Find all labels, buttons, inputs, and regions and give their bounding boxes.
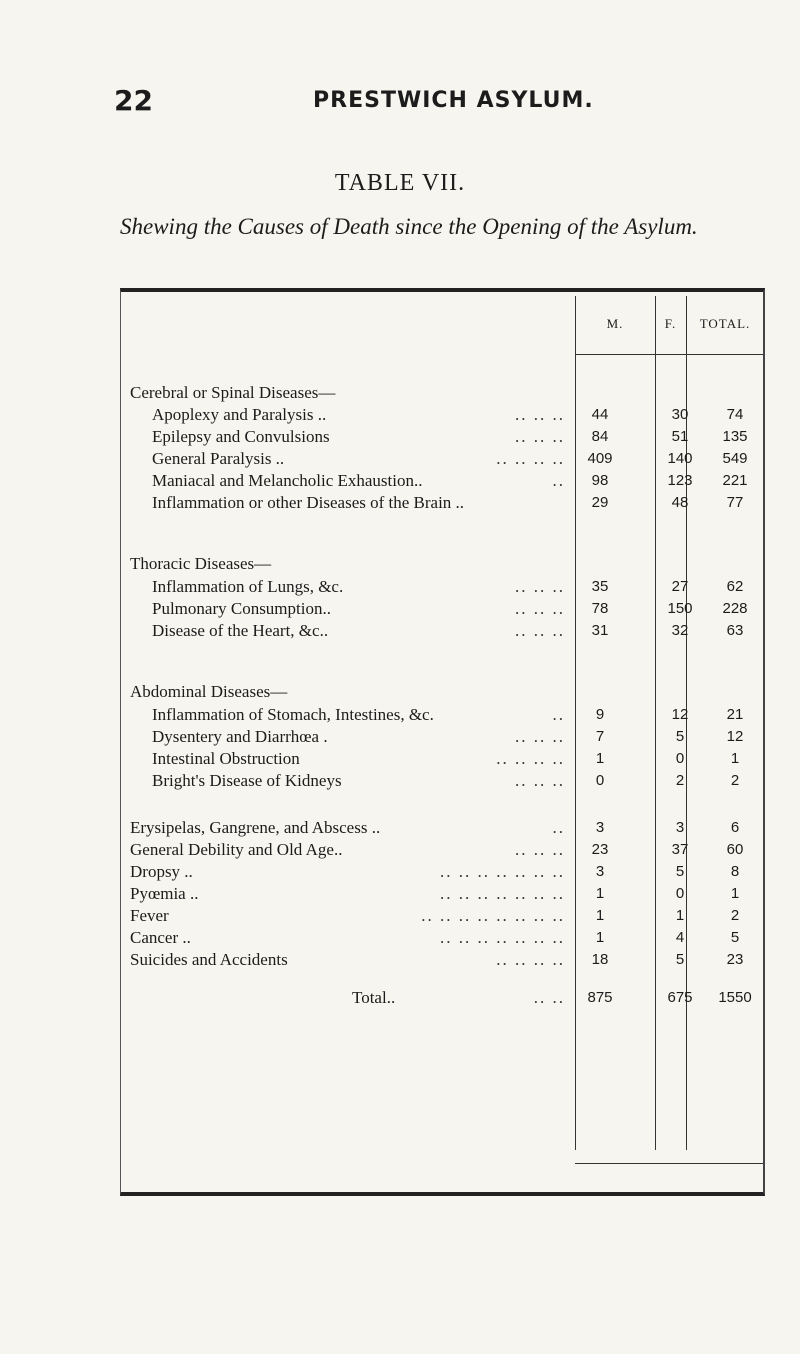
value-male: 78 xyxy=(591,600,609,617)
value-female: 12 xyxy=(671,706,689,723)
row-label: Pulmonary Consumption.. xyxy=(152,599,331,618)
value-total: 74 xyxy=(726,406,744,423)
column-header-total: TOTAL. xyxy=(699,316,751,331)
row-label: Inflammation or other Diseases of the Brain .. xyxy=(152,493,465,512)
leader-dots: .. .. .. xyxy=(515,621,565,640)
section-heading: Abdominal Diseases— xyxy=(130,682,288,701)
table-row xyxy=(130,576,760,598)
value-male: 1 xyxy=(595,929,605,946)
total-male: 875 xyxy=(587,989,613,1006)
value-male: 44 xyxy=(591,406,609,423)
value-male: 29 xyxy=(591,494,609,511)
table-row xyxy=(130,620,760,642)
value-male: 1 xyxy=(595,885,605,902)
value-total: 8 xyxy=(730,863,740,880)
leader-dots: .. .. .. .. .. .. .. .. xyxy=(421,906,565,925)
value-male: 7 xyxy=(595,728,605,745)
table-row xyxy=(130,470,760,492)
total-row xyxy=(130,987,760,1009)
table-row xyxy=(130,748,760,770)
table-row xyxy=(130,770,760,792)
value-total: 62 xyxy=(726,578,744,595)
value-total: 6 xyxy=(730,819,740,836)
value-male: 409 xyxy=(587,450,613,467)
table-row xyxy=(130,839,760,861)
row-label: Erysipelas, Gangrene, and Abscess .. xyxy=(130,818,381,837)
value-female: 0 xyxy=(675,885,685,902)
value-female: 48 xyxy=(671,494,689,511)
row-label: Dysentery and Diarrhœa . xyxy=(152,727,328,746)
running-title: PRESTWICH ASYLUM. xyxy=(313,88,594,113)
row-label: Epilepsy and Convulsions xyxy=(152,427,330,446)
value-total: 1 xyxy=(730,885,740,902)
row-label: Disease of the Heart, &c.. xyxy=(152,621,329,640)
value-total: 63 xyxy=(726,622,744,639)
value-female: 30 xyxy=(671,406,689,423)
value-male: 35 xyxy=(591,578,609,595)
value-total: 5 xyxy=(730,929,740,946)
row-label: Fever xyxy=(130,906,169,925)
value-total: 60 xyxy=(726,841,744,858)
table-row xyxy=(130,598,760,620)
leader-dots: .. .. .. xyxy=(515,771,565,790)
table-row xyxy=(130,426,760,448)
row-label: Cancer .. xyxy=(130,928,191,947)
row-label: General Paralysis .. xyxy=(152,449,285,468)
value-female: 123 xyxy=(667,472,693,489)
value-male: 1 xyxy=(595,750,605,767)
leader-dots: .. .. .. .. .. .. .. xyxy=(440,928,565,947)
total-all: 1550 xyxy=(718,989,752,1006)
value-female: 32 xyxy=(671,622,689,639)
value-female: 3 xyxy=(675,819,685,836)
leader-dots: .. .. .. .. .. .. .. xyxy=(440,862,565,881)
value-female: 140 xyxy=(667,450,693,467)
row-label: Apoplexy and Paralysis .. xyxy=(152,405,327,424)
leader-dots: .. .. .. .. xyxy=(496,950,565,969)
table-row xyxy=(130,905,760,927)
column-header-female: F. xyxy=(664,316,677,331)
value-female: 150 xyxy=(667,600,693,617)
leader-dots: .. .. .. .. .. .. .. xyxy=(440,884,565,903)
value-male: 31 xyxy=(591,622,609,639)
value-female: 5 xyxy=(675,951,685,968)
table-subtitle: Shewing the Causes of Death since the Opening of the Asylum. xyxy=(120,214,698,239)
leader-dots: .. .. .. .. xyxy=(496,749,565,768)
value-male: 1 xyxy=(595,907,605,924)
value-female: 37 xyxy=(671,841,689,858)
leader-dots: .. .. .. xyxy=(515,577,565,596)
table-row xyxy=(130,448,760,470)
value-male: 23 xyxy=(591,841,609,858)
value-total: 221 xyxy=(722,472,748,489)
value-total: 1 xyxy=(730,750,740,767)
value-male: 98 xyxy=(591,472,609,489)
table-row xyxy=(130,704,760,726)
value-male: 18 xyxy=(591,951,609,968)
value-total: 2 xyxy=(730,772,740,789)
row-label: Dropsy .. xyxy=(130,862,193,881)
table-row xyxy=(130,927,760,949)
leader-dots: .. .. .. xyxy=(515,727,565,746)
leader-dots: .. xyxy=(552,705,565,724)
value-female: 51 xyxy=(671,428,689,445)
value-female: 5 xyxy=(675,728,685,745)
row-label: Inflammation of Stomach, Intestines, &c. xyxy=(152,705,434,724)
value-total: 12 xyxy=(726,728,744,745)
leader-dots: .. xyxy=(552,818,565,837)
table-row xyxy=(130,861,760,883)
value-male: 0 xyxy=(595,772,605,789)
section-heading: Cerebral or Spinal Diseases— xyxy=(130,383,336,402)
section-heading: Thoracic Diseases— xyxy=(130,554,272,573)
value-male: 84 xyxy=(591,428,609,445)
leader-dots: .. .. .. xyxy=(515,840,565,859)
value-female: 1 xyxy=(675,907,685,924)
value-female: 27 xyxy=(671,578,689,595)
leader-dots: .. .. .. xyxy=(515,405,565,424)
value-female: 4 xyxy=(675,929,685,946)
value-female: 2 xyxy=(675,772,685,789)
table-row xyxy=(130,726,760,748)
value-total: 549 xyxy=(722,450,748,467)
value-male: 3 xyxy=(595,863,605,880)
leader-dots: .. .. .. .. xyxy=(496,449,565,468)
row-label: Maniacal and Melancholic Exhaustion.. xyxy=(152,471,423,490)
value-total: 2 xyxy=(730,907,740,924)
value-male: 3 xyxy=(595,819,605,836)
row-label: Bright's Disease of Kidneys xyxy=(152,771,342,790)
value-female: 0 xyxy=(675,750,685,767)
total-label: Total.. xyxy=(352,988,396,1007)
value-male: 9 xyxy=(595,706,605,723)
value-total: 228 xyxy=(722,600,748,617)
table-title: TABLE VII. xyxy=(334,170,466,196)
page-number: 22 xyxy=(114,84,153,117)
row-label: Inflammation of Lungs, &c. xyxy=(152,577,344,596)
row-label: Pyœmia .. xyxy=(130,884,199,903)
leader-dots: .. .. .. xyxy=(515,427,565,446)
table-row xyxy=(130,883,760,905)
table-row xyxy=(130,492,760,514)
leader-dots: .. xyxy=(552,471,565,490)
leader-dots: .. .. .. xyxy=(515,599,565,618)
value-total: 135 xyxy=(722,428,748,445)
column-header-male: M. xyxy=(606,316,624,331)
leader-dots: .. .. xyxy=(533,988,565,1007)
value-total: 21 xyxy=(726,706,744,723)
table-row xyxy=(130,949,760,971)
row-label: Intestinal Obstruction xyxy=(152,749,300,768)
table-row xyxy=(130,404,760,426)
value-female: 5 xyxy=(675,863,685,880)
row-label: Suicides and Accidents xyxy=(130,950,288,969)
total-female: 675 xyxy=(667,989,693,1006)
value-total: 23 xyxy=(726,951,744,968)
table-row xyxy=(130,817,760,839)
value-total: 77 xyxy=(726,494,744,511)
row-label: General Debility and Old Age.. xyxy=(130,840,343,859)
